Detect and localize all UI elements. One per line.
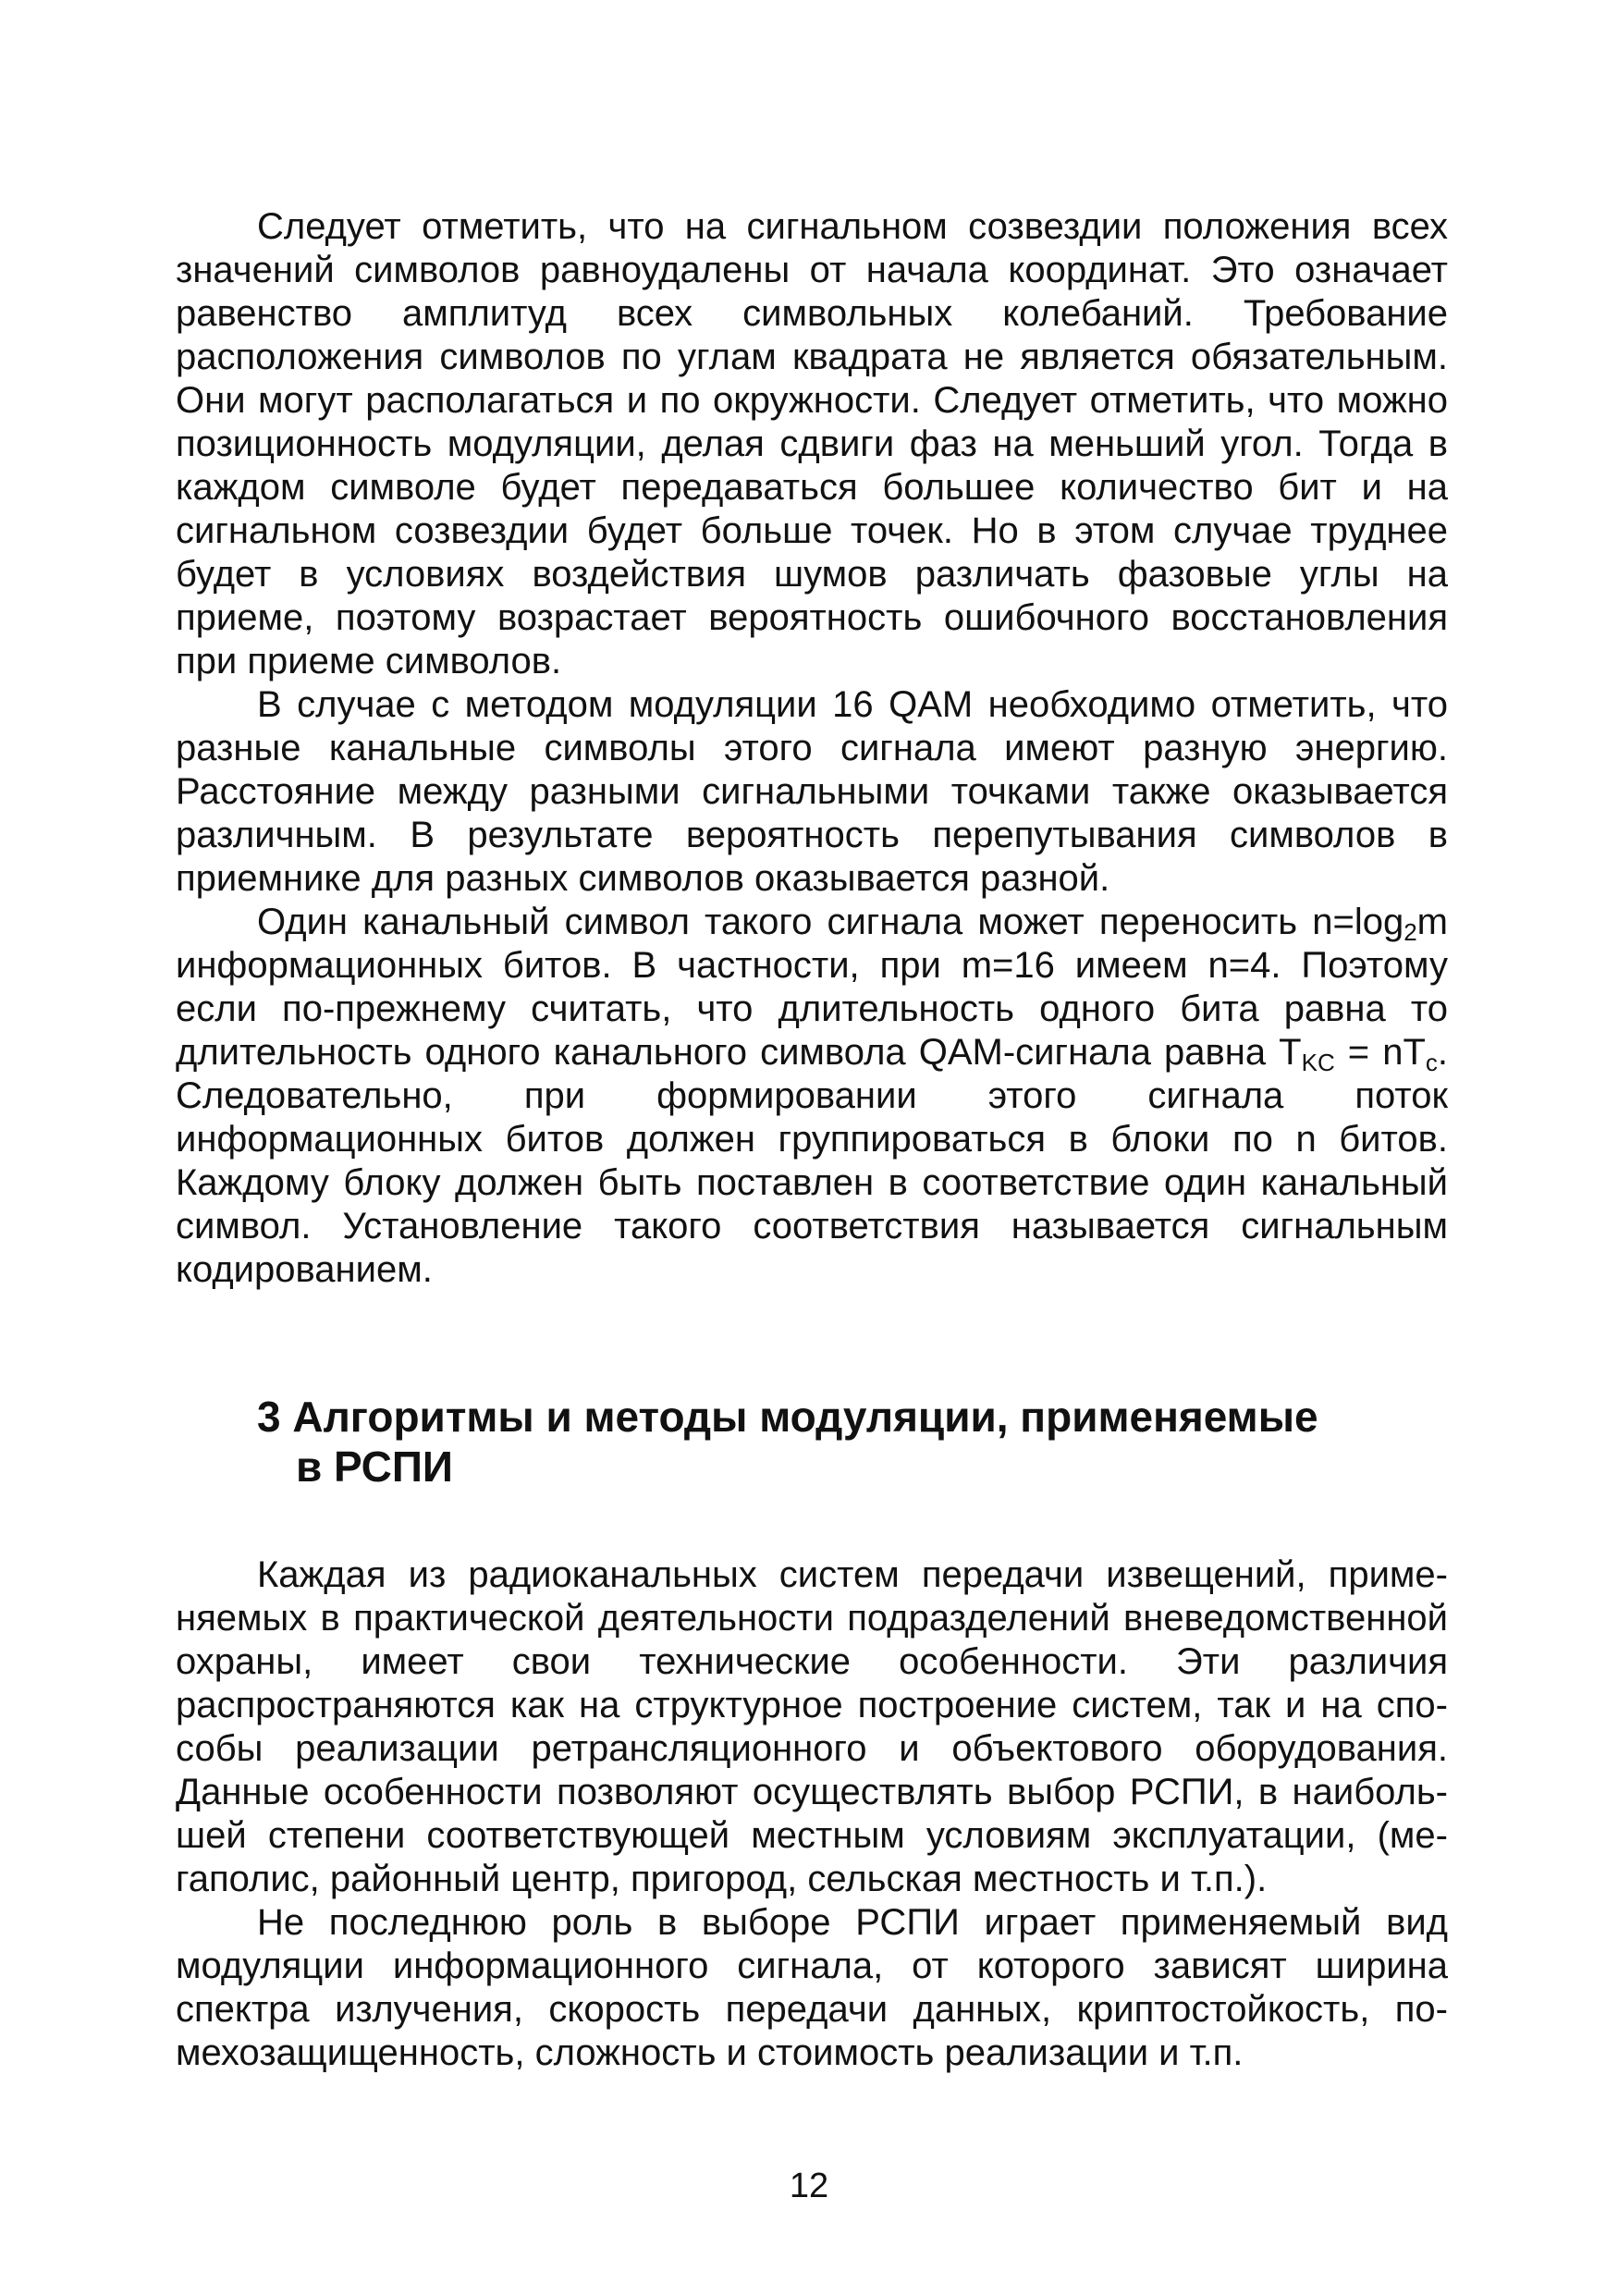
heading-line-2: в РСПИ bbox=[296, 1443, 453, 1491]
paragraph: В случае с методом модуляции 16 QAM необходимо отметить, что разные канальные символы этого сигнала имеют разную энергию. Расстояние между разными сигнальными точками также оказывается различным. В результате вероятность перепутывания символов в приемнике для разных символов оказывается разной. bbox=[176, 684, 1448, 899]
body-text-bottom bbox=[176, 1553, 1448, 2075]
paragraph-channel-symbol bbox=[176, 901, 1448, 1292]
subscript: 2 bbox=[1403, 918, 1417, 946]
page-number: 12 bbox=[789, 2167, 829, 2205]
heading-line-1: 3 Алгоритмы и методы модуляции, применяемые bbox=[257, 1393, 1318, 1441]
subscript: c bbox=[1425, 1049, 1438, 1076]
paragraph: Следует отметить, что на сигнальном созвездии положения всех значений символов равноудалены от начала координат. Это означает равенство амплитуд всех символьных колебаний. Требование расположения символов по углам квадрата не является обязательным. Они могут располагаться и по окружности. Следует отметить, что можно позиционность модуляции, делая сдвиги фаз на меньший угол. Тогда в каждом символе будет передаваться большее количество бит и на сигнальном созвездии будет больше точек. Но в этом случае труднее будет в условиях воздействия шумов различать фазовые углы на приеме, поэтому возрастает вероятность ошибочного восстановления при приеме символов. bbox=[176, 206, 1448, 681]
paragraph: Не последнюю роль в выборе РСПИ играет применяемый вид модуляции информационного сигнала, от которого зависят ширина спектра излучения, скорость передачи данных, криптостойкость, помехозащищенность, сложность и стоимость реализации и т.п. bbox=[176, 1902, 1448, 2073]
text-fragment: m информационных битов. В частности, при m=16 имеем n=4. Поэтому если по-прежнему считать, что длительность одного бита равна то длительность одного канального символа QAM-сигнала равна T bbox=[176, 902, 1448, 1073]
section-heading bbox=[257, 1392, 1459, 1492]
body-text-top bbox=[176, 205, 1448, 1292]
text-fragment: = nT bbox=[1334, 1032, 1426, 1073]
paragraph: Каждая из радиоканальных систем передачи извещений, применяемых в практической деятельности подразделений вневедомственной охраны, имеет свои технические особенности. Эти различия распространяются как на структурное построение систем, так и на способы реализации ретрансляционного и объектового оборудования. Данные особенности позволяют осуществлять выбор РСПИ, в наибольшей степени соответствующей местным условиям эксплуатации, (мегаполис, районный центр, пригород, сельская местность и т.п.). bbox=[176, 1554, 1448, 1899]
subscript: KC bbox=[1301, 1049, 1335, 1076]
text-fragment: . Следовательно, при формировании этого сигнала поток информационных битов должен группироваться в блоки по n битов. Каждому блоку должен быть поставлен в соответствие один канальный символ. Установление такого соответствия называется сигнальным кодированием. bbox=[176, 1032, 1449, 1290]
text-fragment: Один канальный символ такого сигнала может переносить n=log bbox=[257, 902, 1404, 942]
